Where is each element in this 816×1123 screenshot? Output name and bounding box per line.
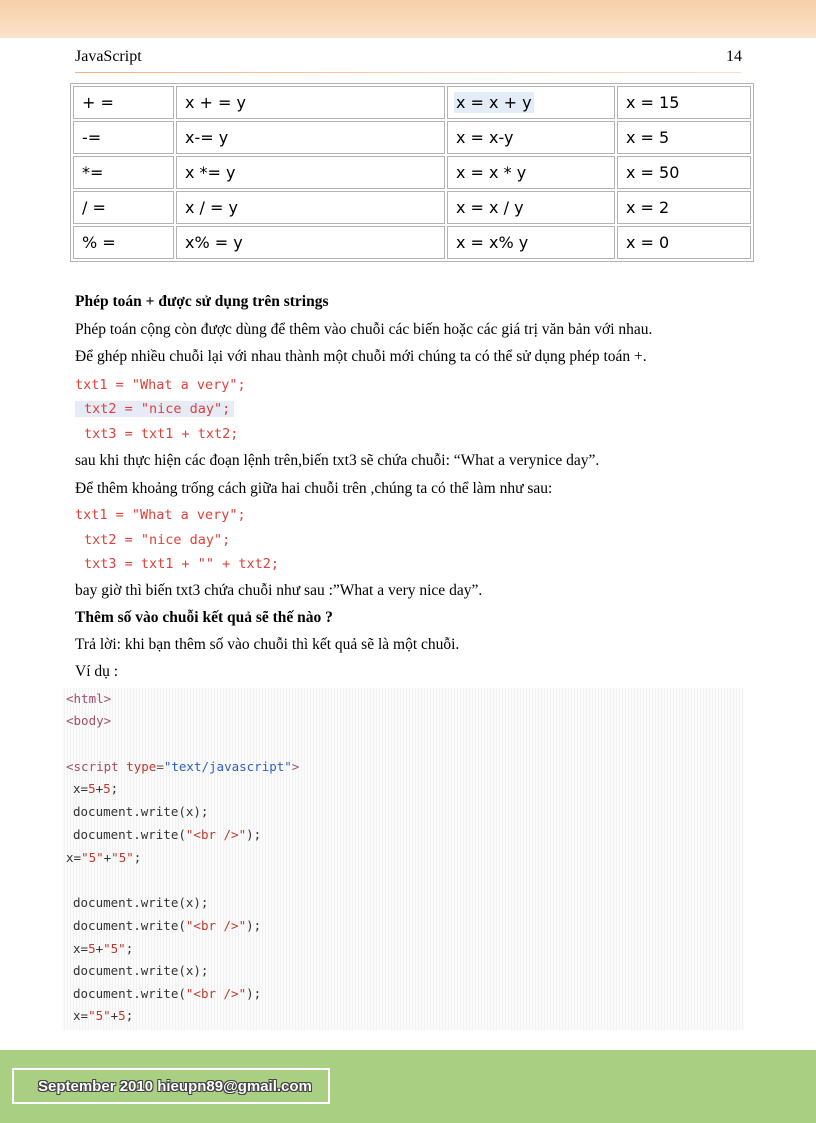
code-line: document.write(x); (73, 804, 209, 819)
code-token: 5 (88, 941, 96, 956)
table-cell: + = (73, 86, 174, 119)
table-row (73, 226, 751, 259)
code-token: document.write( (73, 918, 186, 933)
code-token: document.write( (73, 986, 186, 1001)
code-token: ; (125, 941, 134, 956)
table-cell: x = 0 (617, 226, 751, 259)
table-cell: x = 50 (617, 156, 751, 189)
code-line (73, 918, 261, 933)
code-token: x= (66, 850, 82, 865)
code-token: + (103, 850, 112, 865)
table-row (73, 191, 751, 224)
page-number: 14 (726, 48, 742, 65)
code-token: "5" (103, 941, 126, 956)
paragraph: Ví dụ : (75, 663, 119, 680)
table-cell: x = x / y (447, 191, 615, 224)
table-cell: x = 2 (617, 191, 751, 224)
code-line (73, 827, 261, 842)
paragraph: Phép toán cộng còn được dùng để thêm vào chuỗi các biến hoặc các giá trị văn bản với nhau. (75, 321, 653, 338)
paragraph: Để thêm khoảng trống cách giữa hai chuỗi trên ,chúng ta có thể làm như sau: (75, 480, 553, 497)
code-token: > (291, 759, 300, 774)
header-title: JavaScript (75, 48, 142, 65)
code-line (73, 986, 261, 1001)
code-example-block (62, 688, 744, 1030)
paragraph: Để ghép nhiều chuỗi lại với nhau thành một chuỗi mới chúng ta có thể sử dụng phép toán +. (75, 348, 647, 365)
code-token: <body> (66, 713, 112, 728)
table-cell: x *= y (176, 156, 445, 189)
table-cell: x = x% y (447, 226, 615, 259)
code-token: "<br />" (185, 918, 247, 933)
code-token: + (95, 781, 104, 796)
code-token: "text/javascript" (163, 759, 292, 774)
table-cell: x / = y (176, 191, 445, 224)
table-cell: x = x-y (447, 121, 615, 154)
table-cell: % = (73, 226, 174, 259)
code-token: x= (73, 781, 89, 796)
code-token: document.write( (73, 827, 186, 842)
code-line: txt3 = txt1 + txt2; (84, 426, 239, 442)
table-cell: x% = y (176, 226, 445, 259)
table-row (73, 121, 751, 154)
table-cell: *= (73, 156, 174, 189)
top-band (0, 0, 816, 38)
code-token: ; (125, 1008, 134, 1023)
table-cell: x-= y (176, 121, 445, 154)
code-line: txt2 = "nice day"; (75, 401, 234, 417)
code-line: document.write(x); (73, 963, 209, 978)
table-cell (447, 86, 615, 119)
code-token: "<br />" (185, 986, 247, 1001)
code-line (66, 850, 141, 865)
code-line (66, 691, 111, 706)
table-cell: x = x * y (447, 156, 615, 189)
code-token: 5 (103, 781, 111, 796)
code-token: ); (246, 918, 262, 933)
code-line: txt3 = txt1 + "" + txt2; (84, 556, 280, 572)
code-token: ); (246, 827, 262, 842)
code-token: ; (133, 850, 142, 865)
code-token: "<br />" (185, 827, 247, 842)
code-token: "5" (88, 1008, 111, 1023)
code-line (73, 781, 118, 796)
code-token: x= (73, 1008, 89, 1023)
code-token: 5 (118, 1008, 126, 1023)
code-line: txt1 = "What a very"; (75, 507, 246, 523)
code-token: ; (110, 781, 119, 796)
code-token: <script (66, 759, 119, 774)
code-line: txt1 = "What a very"; (75, 377, 246, 393)
footer-box (12, 1068, 330, 1104)
paragraph: sau khi thực hiện các đoạn lệnh trên,biến txt3 sẽ chứa chuỗi: “What a verynice day”. (75, 452, 600, 469)
code-line: document.write(x); (73, 895, 209, 910)
table-cell: x = 15 (617, 86, 751, 119)
table-row (73, 156, 751, 189)
code-token: 5 (88, 781, 96, 796)
code-line (73, 1008, 133, 1023)
code-token: ); (246, 986, 262, 1001)
footer-text: September 2010 hieupn89@gmail.com (38, 1078, 312, 1095)
code-token: "5" (81, 850, 104, 865)
operator-table (70, 83, 754, 262)
paragraph: bay giờ thì biến txt3 chứa chuỗi như sau :”What a very nice day”. (75, 582, 483, 599)
header-divider (75, 72, 741, 73)
table-cell: x + = y (176, 86, 445, 119)
section-heading: Thêm số vào chuỗi kết quả sẽ thế nào ? (75, 609, 333, 626)
code-token: = (156, 759, 164, 774)
code-line (73, 941, 133, 956)
table-cell: x = 5 (617, 121, 751, 154)
code-token: + (110, 1008, 119, 1023)
table-row (73, 86, 751, 119)
paragraph: Trả lời: khi bạn thêm số vào chuỗi thì kết quả sẽ là một chuỗi. (75, 636, 460, 653)
code-token: <html> (66, 691, 112, 706)
code-line (66, 713, 111, 728)
code-token: "5" (111, 850, 134, 865)
code-token: + (95, 941, 104, 956)
code-line (66, 759, 299, 774)
section-heading: Phép toán + được sử dụng trên strings (75, 293, 329, 310)
highlighted-text: x = x + y (456, 93, 532, 112)
table-cell: / = (73, 191, 174, 224)
code-token: type (126, 759, 157, 774)
table-cell: -= (73, 121, 174, 154)
page-footer (0, 1050, 816, 1123)
code-token: x= (73, 941, 89, 956)
code-line: txt2 = "nice day"; (84, 532, 231, 548)
